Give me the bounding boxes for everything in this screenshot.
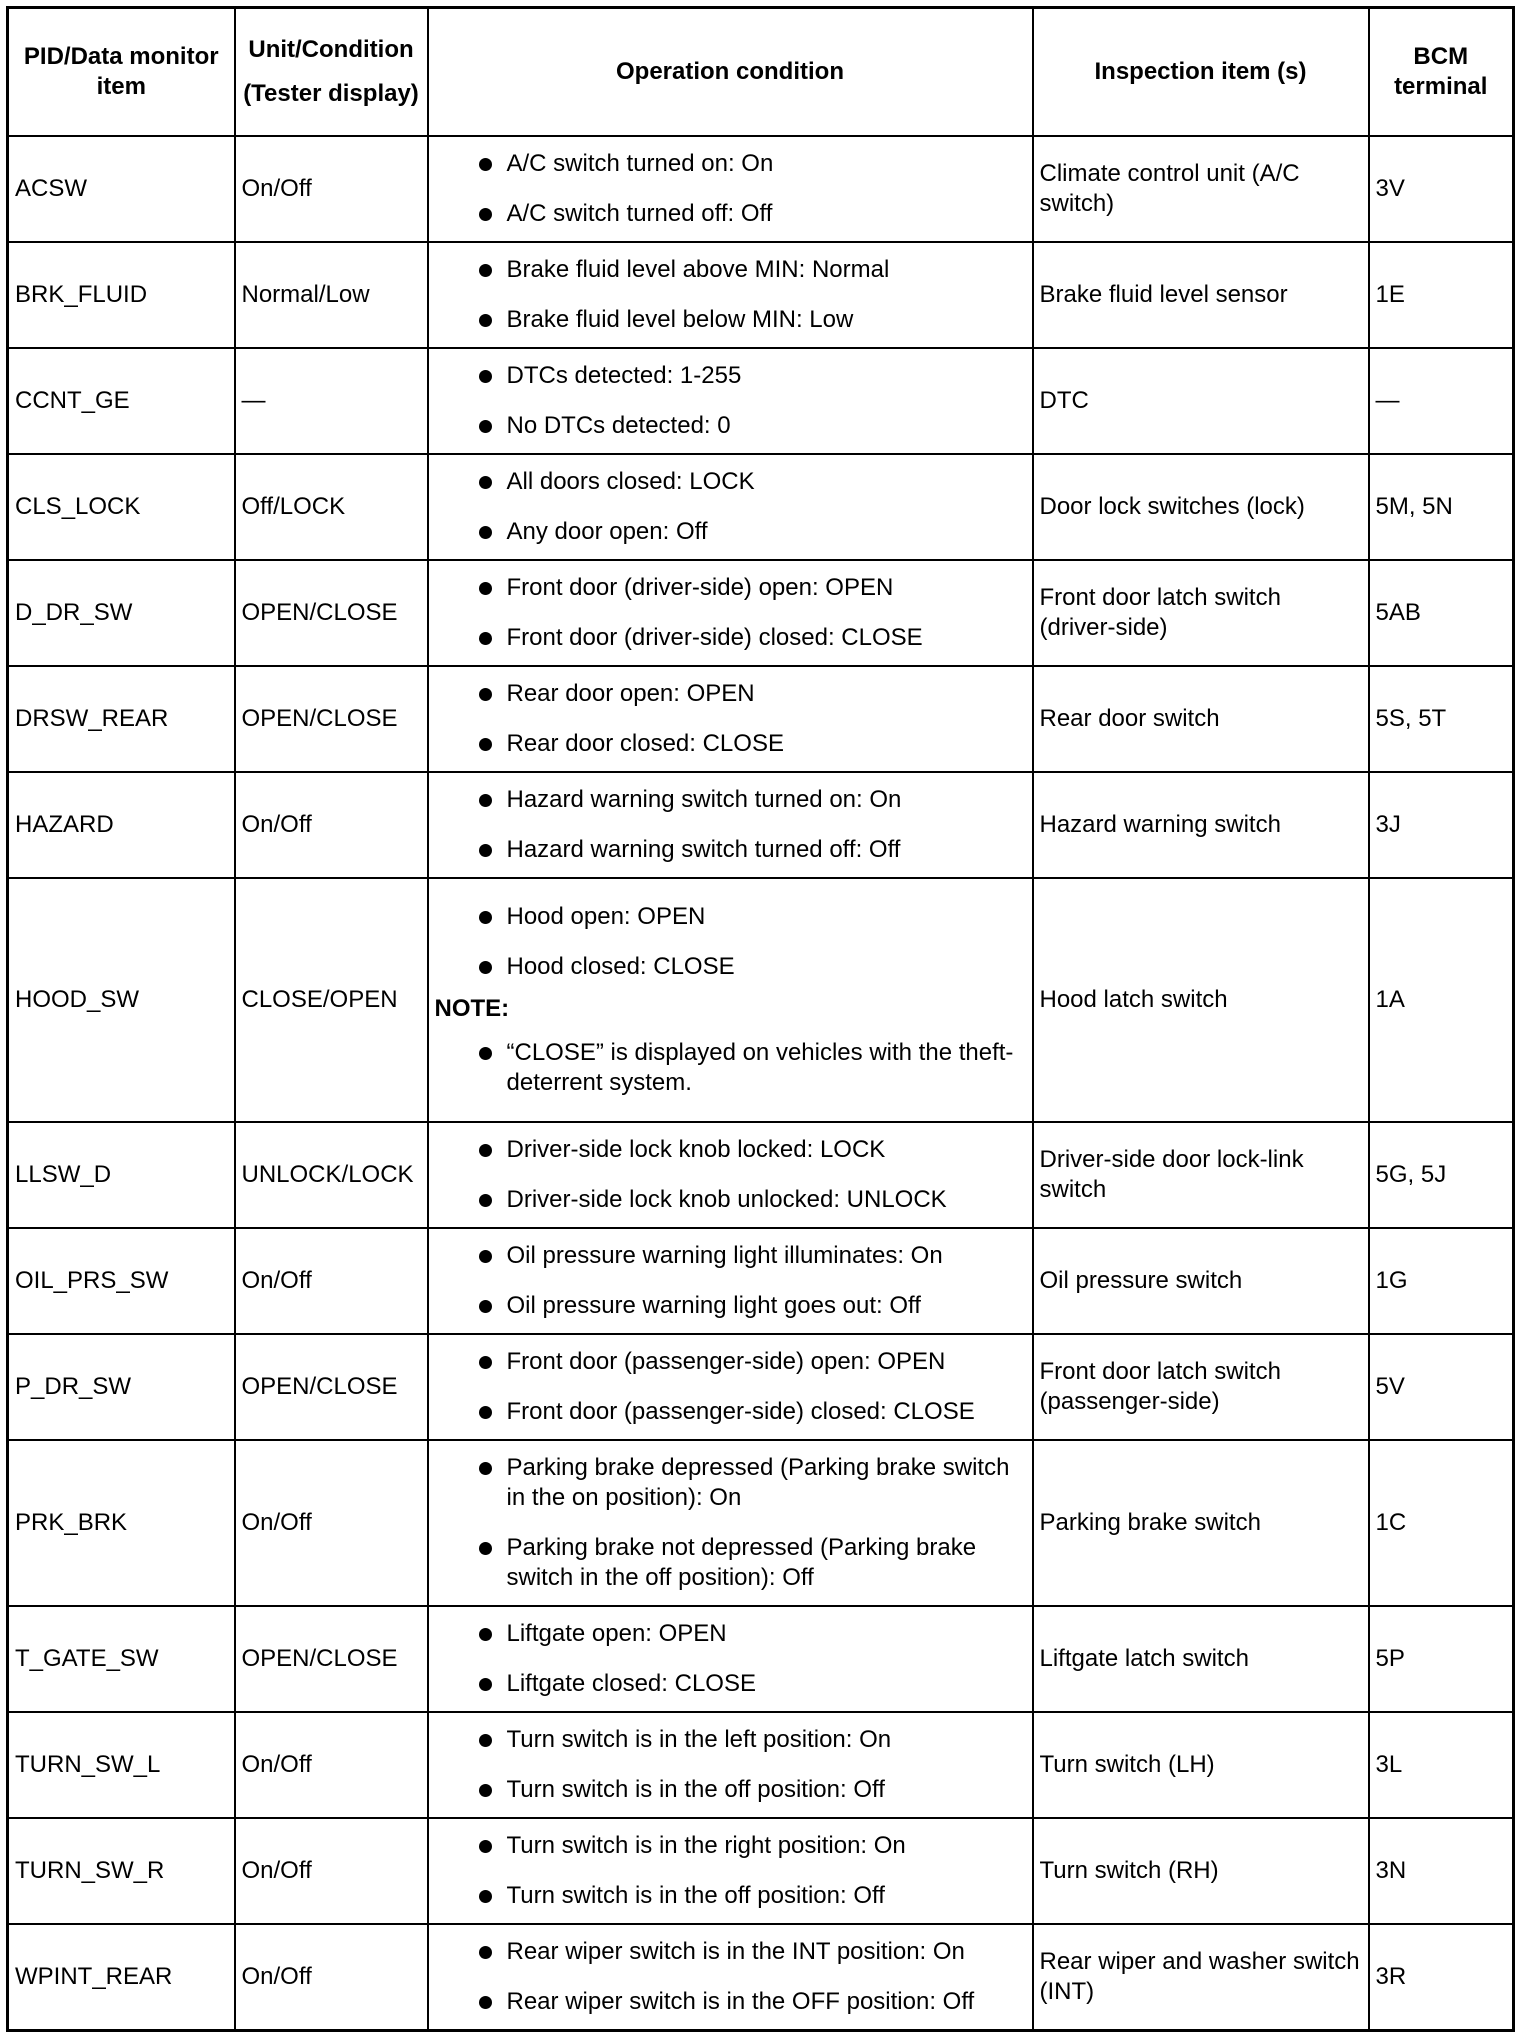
header-inspection-items: Inspection item (s) <box>1033 8 1369 137</box>
header-unit-condition-line2: (Tester display) <box>243 80 419 107</box>
condition-list <box>435 149 1022 229</box>
condition-item: Front door (driver-side) open: OPEN <box>435 573 1022 603</box>
inspection-item-cell: Rear door switch <box>1033 666 1369 772</box>
operation-condition-cell <box>428 1228 1033 1334</box>
inspection-item-cell: Hazard warning switch <box>1033 772 1369 878</box>
condition-item: Turn switch is in the off position: Off <box>435 1881 1022 1911</box>
pid-cell: P_DR_SW <box>8 1334 235 1440</box>
operation-condition-cell <box>428 242 1033 348</box>
condition-list <box>435 467 1022 547</box>
condition-item: Rear door open: OPEN <box>435 679 1022 709</box>
operation-condition-cell <box>428 1440 1033 1606</box>
bcm-terminal-cell: 1A <box>1369 878 1514 1122</box>
pid-data-monitor-page <box>6 6 1515 2032</box>
condition-list <box>435 255 1022 335</box>
condition-item: Hazard warning switch turned off: Off <box>435 835 1022 865</box>
inspection-item-cell: Turn switch (RH) <box>1033 1818 1369 1924</box>
unit-cell: — <box>235 348 428 454</box>
operation-condition-cell <box>428 772 1033 878</box>
condition-item: Turn switch is in the left position: On <box>435 1725 1022 1755</box>
pid-cell: HAZARD <box>8 772 235 878</box>
condition-item: Oil pressure warning light illuminates: On <box>435 1241 1022 1271</box>
condition-item: Front door (driver-side) closed: CLOSE <box>435 623 1022 653</box>
condition-list <box>435 1831 1022 1911</box>
table-row <box>8 1818 1514 1924</box>
bcm-terminal-cell: 3J <box>1369 772 1514 878</box>
condition-list <box>435 902 1022 982</box>
header-row <box>8 8 1514 137</box>
condition-list <box>435 361 1022 441</box>
table-row <box>8 136 1514 242</box>
unit-cell: On/Off <box>235 1924 428 2031</box>
unit-cell: On/Off <box>235 1440 428 1606</box>
bcm-terminal-cell: 1G <box>1369 1228 1514 1334</box>
pid-cell: T_GATE_SW <box>8 1606 235 1712</box>
note-list <box>435 1038 1022 1098</box>
condition-list <box>435 1619 1022 1699</box>
unit-cell: OPEN/CLOSE <box>235 1606 428 1712</box>
header-pid: PID/Data monitor item <box>8 8 235 137</box>
header-unit-condition <box>235 8 428 137</box>
unit-cell: On/Off <box>235 136 428 242</box>
pid-cell: HOOD_SW <box>8 878 235 1122</box>
pid-cell: ACSW <box>8 136 235 242</box>
condition-item: No DTCs detected: 0 <box>435 411 1022 441</box>
unit-cell: OPEN/CLOSE <box>235 560 428 666</box>
bcm-terminal-cell: 3L <box>1369 1712 1514 1818</box>
condition-item: A/C switch turned on: On <box>435 149 1022 179</box>
condition-list <box>435 785 1022 865</box>
table-row <box>8 1712 1514 1818</box>
table-row <box>8 348 1514 454</box>
bcm-terminal-cell: 5M, 5N <box>1369 454 1514 560</box>
bcm-terminal-cell: 1E <box>1369 242 1514 348</box>
table-row <box>8 1122 1514 1228</box>
condition-list <box>435 679 1022 759</box>
condition-item: Front door (passenger-side) open: OPEN <box>435 1347 1022 1377</box>
pid-cell: BRK_FLUID <box>8 242 235 348</box>
table-row <box>8 1334 1514 1440</box>
bcm-terminal-cell: 5AB <box>1369 560 1514 666</box>
condition-item: Hood open: OPEN <box>435 902 1022 932</box>
table-row <box>8 454 1514 560</box>
table-row <box>8 666 1514 772</box>
operation-condition-cell <box>428 1924 1033 2031</box>
unit-cell: Normal/Low <box>235 242 428 348</box>
condition-item: Front door (passenger-side) closed: CLOSE <box>435 1397 1022 1427</box>
pid-cell: OIL_PRS_SW <box>8 1228 235 1334</box>
condition-item: A/C switch turned off: Off <box>435 199 1022 229</box>
unit-cell: UNLOCK/LOCK <box>235 1122 428 1228</box>
inspection-item-cell: Front door latch switch (passenger-side) <box>1033 1334 1369 1440</box>
pid-data-monitor-table <box>6 6 1515 2032</box>
pid-cell: TURN_SW_L <box>8 1712 235 1818</box>
condition-item: Turn switch is in the right position: On <box>435 1831 1022 1861</box>
condition-item: Brake fluid level above MIN: Normal <box>435 255 1022 285</box>
condition-list <box>435 1135 1022 1215</box>
bcm-terminal-cell: 1C <box>1369 1440 1514 1606</box>
condition-item: DTCs detected: 1-255 <box>435 361 1022 391</box>
pid-cell: TURN_SW_R <box>8 1818 235 1924</box>
condition-item: Rear wiper switch is in the OFF position: Off <box>435 1987 1022 2017</box>
condition-item: Brake fluid level below MIN: Low <box>435 305 1022 335</box>
condition-list <box>435 1453 1022 1593</box>
unit-cell: OPEN/CLOSE <box>235 1334 428 1440</box>
inspection-item-cell: Oil pressure switch <box>1033 1228 1369 1334</box>
table-row <box>8 1440 1514 1606</box>
operation-condition-cell <box>428 348 1033 454</box>
note-item: “CLOSE” is displayed on vehicles with the theft-deterrent system. <box>435 1038 1022 1098</box>
condition-item: All doors closed: LOCK <box>435 467 1022 497</box>
condition-item: Any door open: Off <box>435 517 1022 547</box>
unit-cell: On/Off <box>235 772 428 878</box>
operation-condition-cell <box>428 1818 1033 1924</box>
header-operation-condition: Operation condition <box>428 8 1033 137</box>
condition-item: Turn switch is in the off position: Off <box>435 1775 1022 1805</box>
unit-cell: CLOSE/OPEN <box>235 878 428 1122</box>
bcm-terminal-cell: 5P <box>1369 1606 1514 1712</box>
bcm-terminal-cell: 5G, 5J <box>1369 1122 1514 1228</box>
bcm-terminal-cell: 5S, 5T <box>1369 666 1514 772</box>
table-row <box>8 1924 1514 2031</box>
inspection-item-cell: Door lock switches (lock) <box>1033 454 1369 560</box>
pid-cell: CLS_LOCK <box>8 454 235 560</box>
note-label: NOTE: <box>434 995 510 1022</box>
condition-item: Parking brake not depressed (Parking brake switch in the off position): Off <box>435 1533 1022 1593</box>
inspection-item-cell: Brake fluid level sensor <box>1033 242 1369 348</box>
inspection-item-cell: Hood latch switch <box>1033 878 1369 1122</box>
inspection-item-cell: Liftgate latch switch <box>1033 1606 1369 1712</box>
unit-cell: On/Off <box>235 1712 428 1818</box>
condition-list <box>435 573 1022 653</box>
pid-cell: DRSW_REAR <box>8 666 235 772</box>
table-body <box>8 136 1514 2031</box>
condition-item: Hazard warning switch turned on: On <box>435 785 1022 815</box>
table-row <box>8 242 1514 348</box>
bcm-terminal-cell: 5V <box>1369 1334 1514 1440</box>
unit-cell: OPEN/CLOSE <box>235 666 428 772</box>
bcm-terminal-cell: 3N <box>1369 1818 1514 1924</box>
inspection-item-cell: Turn switch (LH) <box>1033 1712 1369 1818</box>
header-unit-condition-line1: Unit/Condition <box>248 36 414 63</box>
table-row <box>8 1606 1514 1712</box>
inspection-item-cell: Climate control unit (A/C switch) <box>1033 136 1369 242</box>
pid-cell: PRK_BRK <box>8 1440 235 1606</box>
operation-condition-cell <box>428 666 1033 772</box>
bcm-terminal-cell: — <box>1369 348 1514 454</box>
inspection-item-cell: DTC <box>1033 348 1369 454</box>
condition-item: Liftgate closed: CLOSE <box>435 1669 1022 1699</box>
bcm-terminal-cell: 3R <box>1369 1924 1514 2031</box>
operation-condition-cell <box>428 560 1033 666</box>
operation-condition-cell <box>428 1122 1033 1228</box>
condition-item: Rear door closed: CLOSE <box>435 729 1022 759</box>
condition-item: Driver-side lock knob locked: LOCK <box>435 1135 1022 1165</box>
condition-item: Parking brake depressed (Parking brake switch in the on position): On <box>435 1453 1022 1513</box>
condition-item: Hood closed: CLOSE <box>435 952 1022 982</box>
table-row <box>8 878 1514 1122</box>
operation-condition-cell <box>428 1334 1033 1440</box>
table-row <box>8 560 1514 666</box>
table-row <box>8 1228 1514 1334</box>
inspection-item-cell: Front door latch switch (driver-side) <box>1033 560 1369 666</box>
operation-condition-cell <box>428 454 1033 560</box>
condition-item: Liftgate open: OPEN <box>435 1619 1022 1649</box>
operation-condition-cell <box>428 1712 1033 1818</box>
operation-condition-cell <box>428 1606 1033 1712</box>
condition-item: Oil pressure warning light goes out: Off <box>435 1291 1022 1321</box>
unit-cell: On/Off <box>235 1818 428 1924</box>
unit-cell: On/Off <box>235 1228 428 1334</box>
inspection-item-cell: Rear wiper and washer switch (INT) <box>1033 1924 1369 2031</box>
pid-cell: CCNT_GE <box>8 348 235 454</box>
table-row <box>8 772 1514 878</box>
pid-cell: WPINT_REAR <box>8 1924 235 2031</box>
unit-cell: Off/LOCK <box>235 454 428 560</box>
inspection-item-cell: Driver-side door lock-link switch <box>1033 1122 1369 1228</box>
condition-list <box>435 1241 1022 1321</box>
inspection-item-cell: Parking brake switch <box>1033 1440 1369 1606</box>
condition-list <box>435 1937 1022 2017</box>
header-bcm-terminal: BCM terminal <box>1369 8 1514 137</box>
condition-list <box>435 1725 1022 1805</box>
pid-cell: D_DR_SW <box>8 560 235 666</box>
pid-cell: LLSW_D <box>8 1122 235 1228</box>
condition-list <box>435 1347 1022 1427</box>
operation-condition-cell <box>428 136 1033 242</box>
bcm-terminal-cell: 3V <box>1369 136 1514 242</box>
condition-item: Driver-side lock knob unlocked: UNLOCK <box>435 1185 1022 1215</box>
operation-condition-cell <box>428 878 1033 1122</box>
condition-item: Rear wiper switch is in the INT position: On <box>435 1937 1022 1967</box>
